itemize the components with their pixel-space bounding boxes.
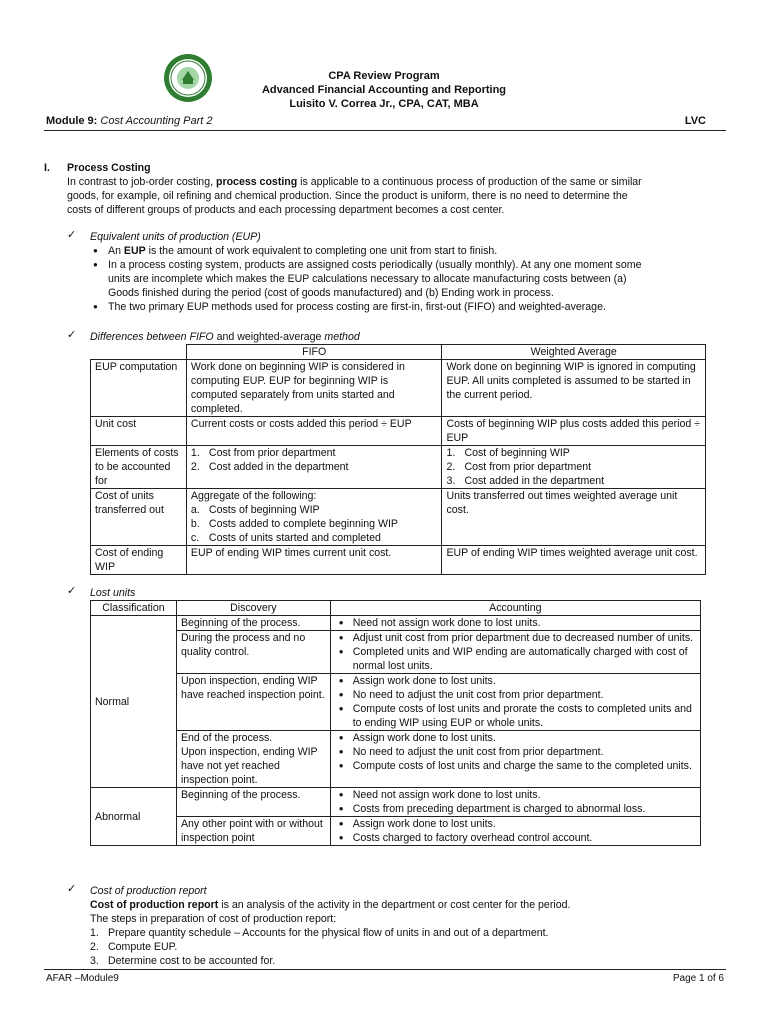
list-item: ● In a process costing system, products are assigned costs periodically (usually monthly). At any one moment some units are incomplete which makes the EUP calculations necessary to allocate manufacturing costs between (a) Goods finished during the period (cost of goods manufactured) and (b) Ending work in process. xyxy=(90,258,730,300)
intro-bold: process costing xyxy=(215,176,298,188)
eup-heading: Equivalent units of production (EUP) xyxy=(90,231,261,243)
module-title: Cost Accounting Part 2 xyxy=(100,115,213,127)
eup-bullets xyxy=(90,244,730,314)
intro-line-3: costs of different groups of products and each processing department becomes a cost center. xyxy=(67,204,505,216)
section-title: Process Costing xyxy=(67,162,151,174)
table-row: Abnormal Beginning of the process. ● Need not assign work done to lost units. ● Costs from preceding department is charged to abnormal loss. xyxy=(91,788,701,817)
diff-heading: Differences between FIFO and weighted-average method xyxy=(90,331,360,343)
course-title: Advanced Financial Accounting and Reporting xyxy=(261,84,507,96)
section-number: I. xyxy=(44,162,50,174)
check-icon: ✓ xyxy=(67,883,77,895)
program-title: CPA Review Program xyxy=(328,70,440,82)
table-row: Classification Discovery Accounting xyxy=(91,601,701,616)
table-row: Normal Beginning of the process. ● Need not assign work done to lost units. xyxy=(91,616,701,631)
check-icon: ✓ xyxy=(67,585,77,597)
table-row: Unit cost Current costs or costs added this period ÷ EUP Costs of beginning WIP plus costs added this period ÷ EUP xyxy=(91,417,706,446)
cpr-body: Cost of production report is an analysis of the activity in the department or cost center for the period. The steps in preparation of cost of production report: 1. Prepare quantity schedule – Accounts for the physical flow of units in and out of a department. 2. Compute EUP. 3. Determine cost to be accounted for. xyxy=(90,899,571,967)
header-divider xyxy=(44,130,726,131)
intro-text: In contrast to job-order costing, xyxy=(67,176,216,188)
footer-module: AFAR –Module9 xyxy=(46,973,119,984)
page-number: Page 1 of 6 xyxy=(672,973,724,984)
table-row: Any other point with or without inspection point ● Assign work done to lost units. ● Costs charged to factory overhead control account. xyxy=(91,817,701,846)
table-row: EUP computation Work done on beginning WIP is considered in computing EUP. EUP for beginning WIP is computed separately from units started and completed. Work done on beginning WIP is ignored in computing EUP. All units completed is assumed to be started in the current period. xyxy=(91,360,706,417)
lost-units-heading: Lost units xyxy=(90,587,136,599)
table-row xyxy=(91,345,706,360)
module-heading xyxy=(46,114,213,128)
intro-line-2: goods, for example, oil refining and chemical production. Since the product is uniform, there is no need to determine the xyxy=(67,190,628,202)
col-weighted-average: Weighted Average xyxy=(442,345,706,360)
table-row: During the process and no quality control. ● Adjust unit cost from prior department due to decreased number of units. ● Completed units and WIP ending are automatically charged with cost of normal lost units. xyxy=(91,631,701,674)
module-label: Module 9: xyxy=(46,115,98,127)
check-icon: ✓ xyxy=(67,329,77,341)
list-item: ● An EUP is the amount of work equivalent to completing one unit from start to finish. xyxy=(90,244,730,258)
initials: LVC xyxy=(684,115,706,127)
lost-units-table xyxy=(90,600,701,846)
fifo-wa-table xyxy=(90,344,706,575)
check-icon: ✓ xyxy=(67,229,77,241)
table-row: Cost of units transferred out Aggregate of the following: a. Costs of beginning WIP b. Costs added to complete beginning WIP c. Costs of units started and completed Units transferred out times weighted average unit cost. xyxy=(91,489,706,546)
footer-divider xyxy=(44,969,726,970)
cpr-heading: Cost of production report xyxy=(90,885,207,897)
table-row: Upon inspection, ending WIP have reached inspection point. ● Assign work done to lost units. ● No need to adjust the unit cost from prior department. ● Compute costs of lost units and prorate the costs to completed units and to ending WIP using EUP or whole units. xyxy=(91,674,701,731)
col-fifo: FIFO xyxy=(186,345,442,360)
section-intro xyxy=(67,175,727,217)
table-row: Elements of costs to be accounted for 1. Cost from prior department 2. Cost added in the department 1. Cost of beginning WIP 2. Cost from prior department 3. Cost added in the department xyxy=(91,446,706,489)
list-item: ● The two primary EUP methods used for process costing are first-in, first-out (FIFO) and weighted-average. xyxy=(90,300,730,314)
author-name: Luisito V. Correa Jr., CPA, CAT, MBA xyxy=(289,98,479,110)
table-row: End of the process. Upon inspection, ending WIP have not yet reached inspection point. ● Assign work done to lost units. ● No need to adjust the unit cost from prior department. ● Compute costs of lost units and charge the same to the completed units. xyxy=(91,731,701,788)
intro-text-2: is applicable to a continuous process of production of the same or similar xyxy=(297,176,642,188)
table-row: Cost of ending WIP EUP of ending WIP times current unit cost. EUP of ending WIP times weighted average unit cost. xyxy=(91,546,706,575)
